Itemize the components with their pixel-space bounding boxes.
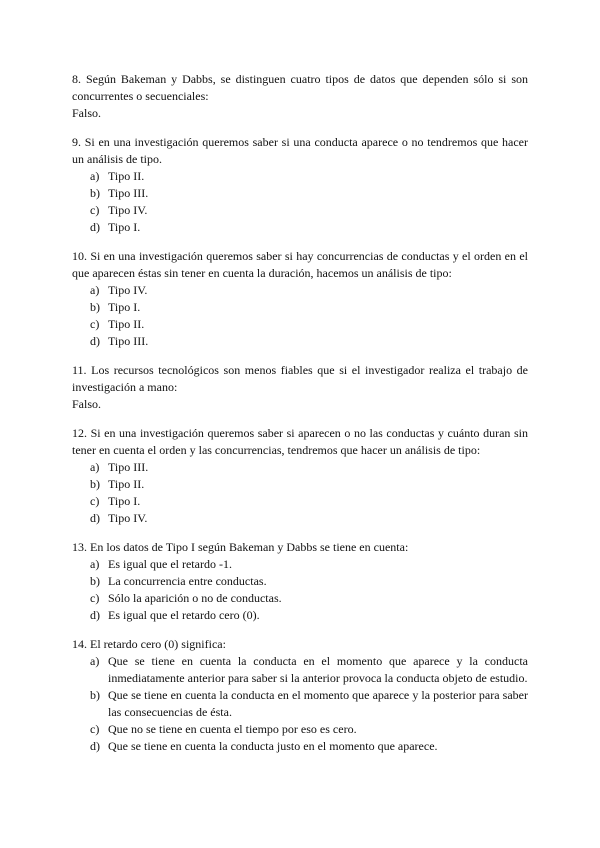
option-list bbox=[72, 282, 528, 350]
option-list bbox=[72, 556, 528, 624]
question-10 bbox=[72, 248, 528, 350]
option-c bbox=[72, 316, 528, 333]
option-d bbox=[72, 333, 528, 350]
option-d bbox=[72, 219, 528, 236]
question-text: 12. Si en una investigación queremos saber si aparecen o no las conductas y cuánto duran sin tener en cuenta el orden y las concurrencias, tendremos que hacer un análisis de tipo: bbox=[72, 426, 528, 457]
option-text: Tipo IV. bbox=[108, 283, 148, 297]
option-c bbox=[72, 202, 528, 219]
option-list bbox=[72, 653, 528, 755]
question-text: 13. En los datos de Tipo I según Bakeman y Dabbs se tiene en cuenta: bbox=[72, 540, 409, 554]
option-text: La concurrencia entre conductas. bbox=[108, 574, 267, 588]
question-9 bbox=[72, 134, 528, 236]
option-text: Tipo IV. bbox=[108, 511, 148, 525]
option-letter: a) bbox=[90, 169, 100, 183]
option-letter: a) bbox=[90, 460, 100, 474]
option-c bbox=[72, 590, 528, 607]
option-letter: b) bbox=[90, 477, 100, 491]
option-letter: a) bbox=[90, 654, 100, 668]
question-text: 9. Si en una investigación queremos saber si una conducta aparece o no tendremos que hacer un análisis de tipo. bbox=[72, 135, 528, 166]
option-d bbox=[72, 607, 528, 624]
option-text: Que se tiene en cuenta la conducta en el momento que aparece y la posterior para saber las consecuencias de ésta. bbox=[108, 688, 528, 719]
option-letter: c) bbox=[90, 722, 100, 736]
option-c bbox=[72, 721, 528, 738]
option-a bbox=[72, 459, 528, 476]
option-letter: d) bbox=[90, 739, 100, 753]
option-letter: d) bbox=[90, 511, 100, 525]
option-text: Tipo II. bbox=[108, 169, 145, 183]
option-a bbox=[72, 556, 528, 573]
question-14 bbox=[72, 636, 528, 755]
option-c bbox=[72, 493, 528, 510]
option-b bbox=[72, 573, 528, 590]
option-text: Tipo III. bbox=[108, 334, 149, 348]
option-d bbox=[72, 738, 528, 755]
question-text: 10. Si en una investigación queremos saber si hay concurrencias de conductas y el orden en el que aparecen éstas sin tener en cuenta la duración, hacemos un análisis de tipo: bbox=[72, 249, 528, 280]
option-text: Que no se tiene en cuenta el tiempo por eso es cero. bbox=[108, 722, 357, 736]
option-a bbox=[72, 653, 528, 687]
option-list bbox=[72, 168, 528, 236]
option-letter: d) bbox=[90, 608, 100, 622]
option-letter: c) bbox=[90, 317, 100, 331]
option-a bbox=[72, 282, 528, 299]
option-text: Tipo IV. bbox=[108, 203, 148, 217]
option-text: Tipo I. bbox=[108, 220, 141, 234]
question-12 bbox=[72, 425, 528, 527]
option-text: Tipo II. bbox=[108, 477, 145, 491]
option-letter: b) bbox=[90, 186, 100, 200]
question-11 bbox=[72, 362, 528, 413]
option-letter: d) bbox=[90, 220, 100, 234]
option-b bbox=[72, 185, 528, 202]
question-13 bbox=[72, 539, 528, 624]
question-text: 8. Según Bakeman y Dabbs, se distinguen cuatro tipos de datos que dependen sólo si son concurrentes o secuenciales: bbox=[72, 72, 528, 103]
option-b bbox=[72, 687, 528, 721]
option-letter: d) bbox=[90, 334, 100, 348]
option-letter: a) bbox=[90, 557, 100, 571]
option-list bbox=[72, 459, 528, 527]
option-a bbox=[72, 168, 528, 185]
option-text: Es igual que el retardo cero (0). bbox=[108, 608, 260, 622]
option-letter: c) bbox=[90, 203, 100, 217]
document-page bbox=[72, 71, 528, 767]
question-answer: Falso. bbox=[72, 397, 102, 411]
option-text: Tipo III. bbox=[108, 460, 149, 474]
question-text: 14. El retardo cero (0) significa: bbox=[72, 637, 226, 651]
question-8 bbox=[72, 71, 528, 122]
option-text: Que se tiene en cuenta la conducta en el momento que aparece y la conducta inmediatamente anterior para saber si la anterior provoca la conducta objeto de estudio. bbox=[108, 654, 528, 685]
option-b bbox=[72, 299, 528, 316]
option-text: Sólo la aparición o no de conductas. bbox=[108, 591, 282, 605]
option-letter: b) bbox=[90, 300, 100, 314]
option-letter: b) bbox=[90, 574, 100, 588]
option-text: Que se tiene en cuenta la conducta justo en el momento que aparece. bbox=[108, 739, 438, 753]
option-letter: a) bbox=[90, 283, 100, 297]
option-letter: b) bbox=[90, 688, 100, 702]
question-answer: Falso. bbox=[72, 106, 102, 120]
option-letter: c) bbox=[90, 591, 100, 605]
option-letter: c) bbox=[90, 494, 100, 508]
option-b bbox=[72, 476, 528, 493]
option-text: Tipo II. bbox=[108, 317, 145, 331]
option-text: Tipo I. bbox=[108, 494, 141, 508]
option-text: Tipo III. bbox=[108, 186, 149, 200]
question-text: 11. Los recursos tecnológicos son menos fiables que si el investigador realiza el trabajo de investigación a mano: bbox=[72, 363, 528, 394]
option-d bbox=[72, 510, 528, 527]
option-text: Es igual que el retardo -1. bbox=[108, 557, 232, 571]
option-text: Tipo I. bbox=[108, 300, 141, 314]
